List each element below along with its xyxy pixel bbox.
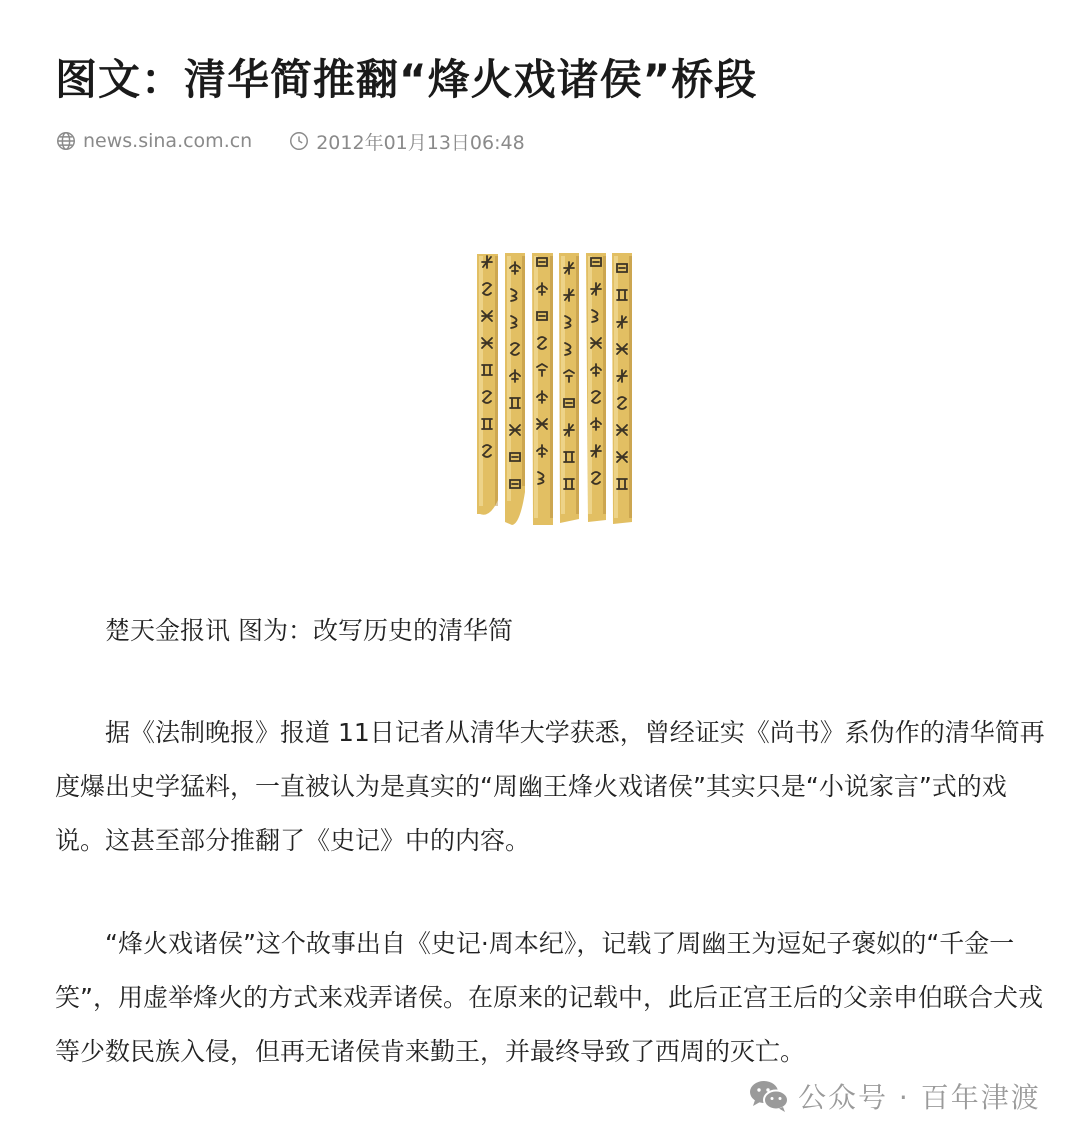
wechat-icon bbox=[748, 1079, 790, 1113]
watermark bbox=[748, 1076, 1041, 1116]
image-caption: 楚天金报讯 图为：改写历史的清华简 bbox=[105, 616, 513, 645]
article-source: news.sina.com.cn bbox=[83, 130, 253, 152]
article-paragraph-1: 据《法制晚报》报道 11日记者从清华大学获悉，曾经证实《尚书》系伪作的清华简再度爆出史学猛料，一直被认为是真实的“周幽王烽火戏诸侯”其实只是“小说家言”式的戏说。这甚至部分推翻了《史记》中的内容。 bbox=[55, 718, 1045, 855]
article-meta bbox=[55, 126, 525, 156]
watermark-text: 公众号 · 百年津渡 bbox=[798, 1081, 1041, 1114]
datetime-meta bbox=[288, 128, 524, 155]
article-paragraph-2: “烽火戏诸侯”这个故事出自《史记·周本纪》，记载了周幽王为逗妃子褒姒的“千金一笑”，用虚举烽火的方式来戏弄诸侯。在原来的记载中，此后正宫王后的父亲申伯联合犬戎等少数民族入侵，但再无诸侯肯来勤王，并最终导致了西周的灭亡。 bbox=[55, 929, 1043, 1066]
source-meta bbox=[55, 130, 252, 152]
article-title: 图文：清华简推翻“烽火戏诸侯”桥段 bbox=[55, 55, 758, 104]
clock-icon bbox=[288, 130, 310, 152]
bamboo-slips-image bbox=[476, 252, 634, 525]
article-datetime: 2012年01月13日06:48 bbox=[316, 131, 525, 154]
globe-icon bbox=[55, 130, 77, 152]
